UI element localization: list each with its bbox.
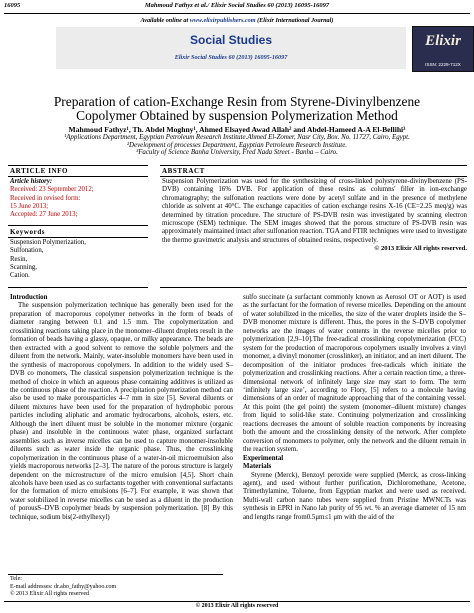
body-right-column bbox=[243, 294, 466, 522]
available-online bbox=[0, 17, 474, 24]
abstract-copyright: © 2013 Elixir All rights reserved. bbox=[374, 245, 467, 253]
running-header bbox=[4, 2, 470, 12]
experimental-heading: Experimental bbox=[243, 454, 284, 462]
abstract-body: Suspension Polymerization was used for the synthesizing of cross-linked polystyrene-divinylbenzene (PS-DVB) containing 16% DVB. For application of these resins as columns' filler in ion-exchange chromatography; the sulfonation reactions were done by acetyl sulfate and in the presence of methylene chloride as solvent at 40°C. The exchange capacities of cation exchange resins X-16 (CE=2.25 meq/g) was determined by titration procedure. The structure of PS-DVB resin was investigated by scanning electron microscope (SEM) technique. The SEM images showed that the porous structure of PS-DVB resin was approximately maintained intact after sulfonation reaction. TGA and FTIR techniques were used to investigate the thermo gravimetric analysis and structures of obtained resins, respectively. bbox=[162, 178, 467, 244]
cover-title: Elixir bbox=[425, 33, 461, 49]
affiliation-1: ¹Applications Department, Egyptian Petroleum Research Institute.Ahmed El-Zomer, Nasr City, Box. No. 11727, Cairo, Egypt. bbox=[64, 134, 410, 141]
article-info-heading: ARTICLE INFO bbox=[10, 167, 69, 175]
cover-issn: ISSN: 2229-712X bbox=[425, 62, 461, 67]
received-date: Received: 23 September 2012; bbox=[10, 186, 94, 194]
keyword: Cation. bbox=[10, 272, 30, 280]
keywords-rule-top bbox=[8, 225, 148, 226]
keyword: Scanning, bbox=[10, 263, 37, 271]
abstract-rule bbox=[160, 176, 467, 177]
available-prefix: Available online at bbox=[140, 17, 190, 24]
author-list: Mahmoud Fathyz¹, Th. Abdel Moghny¹, Ahmed Elsayed Awad Allah² and Abdel-Hameed A-A El-Bellihi³ bbox=[68, 125, 406, 134]
keywords-heading: Keywords bbox=[10, 228, 46, 236]
publisher-link[interactable]: www.elixirpublishers.com bbox=[189, 17, 256, 24]
journal-cover-logo bbox=[412, 26, 474, 72]
title-line-1: Preparation of cation-Exchange Resin from Styrene-Divinylbenzene bbox=[53, 94, 421, 109]
abstract-rule-top bbox=[160, 165, 467, 166]
introduction-heading: Introduction bbox=[10, 294, 48, 301]
footnote bbox=[10, 576, 116, 599]
journal-citation: Elixir Social Studies 60 (2013) 16095-16097 bbox=[174, 54, 288, 61]
revised-label: Received in revised form: bbox=[10, 194, 81, 202]
footer-rule bbox=[4, 601, 470, 602]
abstract-text bbox=[162, 178, 467, 254]
article-history bbox=[10, 178, 150, 219]
footnote-rule bbox=[8, 574, 223, 575]
section-rule-right bbox=[160, 287, 467, 288]
page-number: 16095 bbox=[4, 2, 21, 9]
keyword: Resin, bbox=[10, 255, 28, 263]
affiliation-3: ³Faculty of Science Banha University, Fred Nada Street - Banha – Cairo. bbox=[136, 149, 338, 157]
materials-heading: Materials bbox=[243, 463, 272, 471]
revised-date: 15 June 2013; bbox=[10, 202, 49, 210]
footnote-copyright: © 2013 Elixir All rights reserved bbox=[10, 591, 90, 598]
accepted-date: Accepted: 27 June 2013; bbox=[10, 211, 78, 219]
materials-text: Styrene (Merck), Benzoyl peroxide were supplied (Merck, as cross-linking agent), and used without further purification, Dichloromethane, Acetone, Trimethylamine, Toluene, from Egyptian market and were used as received. Multi-wall carbon nano tubes were supplied from Pristine MWNCTs was synthesis in EPRI in Nano lab purity of 95 wt. % an average diameter of 15 nm and lengths range from0.5μm≤1 μm with the aid of the bbox=[243, 471, 466, 521]
article-info-rule bbox=[8, 176, 148, 177]
affiliation-2: ²Development of processes Department, Egyptian Petroleum Research Institute. bbox=[126, 141, 348, 149]
header-rule bbox=[4, 13, 470, 14]
keywords-rule bbox=[8, 237, 148, 238]
body-left-column bbox=[10, 294, 233, 522]
journal-name: Social Studies bbox=[189, 33, 273, 47]
article-info-rule-top bbox=[8, 165, 148, 166]
journal-band bbox=[56, 27, 406, 69]
tele-label: Tele: bbox=[10, 576, 22, 582]
email-address[interactable]: E-mail addresses: dr.abo_fathy@yahoo.com bbox=[10, 583, 117, 590]
available-suffix: (Elixir International Journal) bbox=[255, 17, 334, 24]
keywords-list bbox=[10, 239, 150, 280]
page-copyright: © 2013 Elixir All rights reserved bbox=[195, 603, 279, 609]
history-heading: Article history: bbox=[10, 178, 53, 185]
abstract-heading: ABSTRACT bbox=[162, 167, 205, 175]
section-rule-left bbox=[8, 287, 148, 288]
journal-reference: Mahmoud Fathyz et al./ Elixir Social Studies 60 (2013) 16095-16097 bbox=[144, 2, 330, 9]
introduction-continued: sulfo succinate (a surfactant commonly known as Aerosol OT or AOT) is used as the surfactant for the formation of reverse micelles. Depending on the amount of water solubilized in the micelles, the size of the water droplets inside the S–DVB monomer mixture is different. Thus, the pores in the S–DVB copolymer networks are the images of water contents in the reverse micelles prior to polymerization [2,9–10].The free-radical crosslinking copolymerization (FCC) system for the production of macroporous copolymers usually involves a vinyl monomer, a divinyl monomer (crosslinker), an initiator, and an inert diluent. The decomposition of the initiator produces free-radicals which initiate the polymerization and crosslinking reactions. After a certain reaction time, a three-dimensional network of infinitely large size may start to form. The term ‘infinitely large size’, according to Flory, [5] refers to a molecule having dimensions of an order of magnitude approaching that of the containing vessel. At this point (the gel point) the system (monomer–diluent mixture) changes from liquid to solid-like state. Continuing polymerization and crosslinking reactions decreases the amount of soluble reaction components by increasing both the amount and the crosslinking density of the network. After complete conversion of monomers to polymer, only the network and the diluent remain in the reaction system. bbox=[243, 294, 466, 454]
article-title bbox=[10, 95, 464, 123]
keyword: Suspension Polymerization, bbox=[10, 239, 86, 246]
introduction-text: The suspension polymerization technique has generally been used for the preparation of macroporous copolymer networks in the form of beads of diameter ranging between 0.1 and 1.5 mm. The copolymerization and crosslinking reactions taking place in the monomer–diluent droplets result in the formation of beads having a glassy, opaque, or milky appearance. The beads are then extracted with a good solvent to remove the soluble polymers and the diluent from the network. Mainly, water-insoluble monomers have been used in the synthesis of macroporous copolymers. In addition to the widely used S–DVB co monomers, The classical suspension polymerization technique is the method of choice in which an aqueous phase containing additives is utilized as the continuous phase of the reaction. A precipitation polymerization method can also be used to make porousparticles 4–7 mm in size [5]. Several diluents or diluent mixtures have been used for the preparation of hydrophobic porous particles including aliphatic and aromatic hydrocarbons, alcohols, esters, etc. Although the inert diluent must be soluble in the monomer mixture (organic phase) and insoluble in the continuous water phase, organized surfactant assemblies such as inverse micelles can be used to capture monomer-insoluble diluents such as water inside the organic phase. Thus, the crosslinking copolymerization in the continuous phase of a water-in-oil microemulsion also yields macroporous networks [2–3]. The nature of the porous structure is largely dependent on the microstructure of the micro emulsion [4,5]. Short chain alcohols have been used as co surfactants together with conventional surfactants for the formation of micro emulsions [6–7]. For example, it was shown that water solubilized in reverse micelles can be used as a diluent in the production of porousS–DVB copolymer beads by suspension polymerization. [8] By this technique, sodium bis(2-ethylhexyl) bbox=[10, 302, 233, 521]
affiliations bbox=[4, 134, 470, 157]
keyword: Sulfonation, bbox=[10, 247, 44, 255]
title-line-2: Copolymer Obtained by suspension Polymerization Method bbox=[76, 108, 398, 123]
